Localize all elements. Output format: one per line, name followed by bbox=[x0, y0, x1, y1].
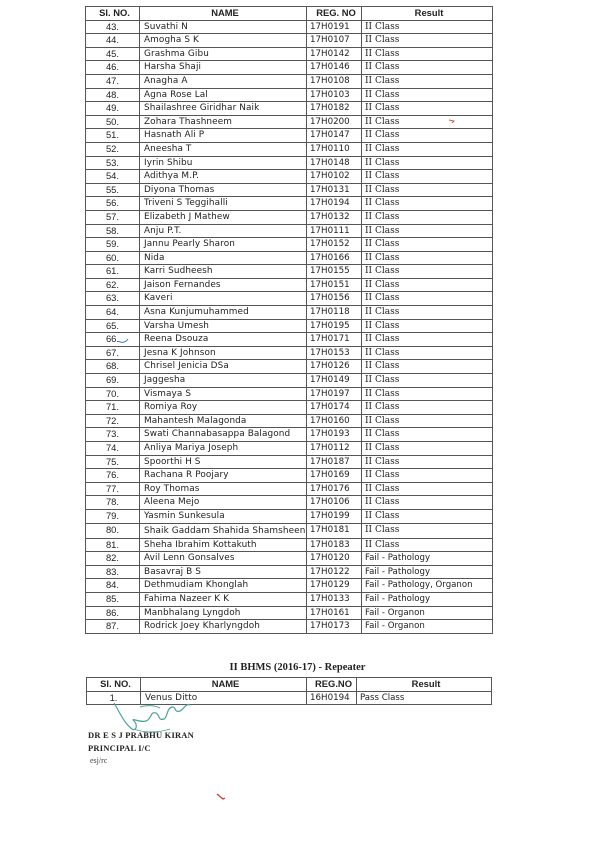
result-cell: II Class bbox=[362, 374, 493, 388]
results-table-row bbox=[86, 482, 493, 496]
sl-no-cell: 84. bbox=[86, 579, 140, 593]
header-reg-no: REG. NO bbox=[307, 7, 362, 21]
sl-no-cell: 77. bbox=[86, 482, 140, 496]
sl-no-cell: 70. bbox=[86, 387, 140, 401]
result-cell: Fail - Pathology bbox=[362, 552, 493, 566]
sl-no-cell: 51. bbox=[86, 129, 140, 143]
result-cell: II Class bbox=[362, 333, 493, 347]
results-table-row bbox=[86, 523, 493, 538]
results-table-row bbox=[86, 238, 493, 252]
result-cell: II Class bbox=[362, 102, 493, 116]
sl-no-cell: 74. bbox=[86, 442, 140, 456]
results-table bbox=[85, 6, 493, 634]
results-table-row bbox=[86, 428, 493, 442]
reg-no-cell: 17H0131 bbox=[307, 183, 362, 197]
reference-initials: esj/rc bbox=[90, 756, 108, 765]
sl-no-cell: 80. bbox=[86, 523, 140, 538]
results-table-row bbox=[86, 129, 493, 143]
result-cell: II Class bbox=[362, 428, 493, 442]
result-cell: II Class bbox=[362, 278, 493, 292]
reg-no-cell: 17H0132 bbox=[307, 210, 362, 224]
results-table-row bbox=[86, 538, 493, 552]
result-cell: II Class bbox=[362, 414, 493, 428]
result-cell: II Class bbox=[362, 34, 493, 48]
sl-no-cell: 53. bbox=[86, 156, 140, 170]
name-cell: Triveni S Teggihalli bbox=[140, 197, 307, 211]
reg-no-cell: 17H0111 bbox=[307, 224, 362, 238]
results-table-row bbox=[86, 102, 493, 116]
result-cell: II Class bbox=[362, 455, 493, 469]
results-table-row bbox=[86, 34, 493, 48]
reg-no-cell: 17H0161 bbox=[307, 606, 362, 620]
sl-no-cell: 79. bbox=[86, 509, 140, 523]
name-cell: Vismaya S bbox=[140, 387, 307, 401]
sl-no-cell: 49. bbox=[86, 102, 140, 116]
result-cell: Fail - Organon bbox=[362, 620, 493, 634]
name-cell: Anju P.T. bbox=[140, 224, 307, 238]
reg-no-cell: 17H0155 bbox=[307, 265, 362, 279]
repeater-header-result: Result bbox=[357, 678, 492, 692]
repeater-header-name: NAME bbox=[141, 678, 307, 692]
name-cell: Jesna K Johnson bbox=[140, 346, 307, 360]
results-table-row bbox=[86, 61, 493, 75]
signatory-name: DR E S J PRABHU KIRAN bbox=[88, 730, 194, 740]
reg-no-cell: 17H0152 bbox=[307, 238, 362, 252]
result-cell: II Class bbox=[362, 129, 493, 143]
result-cell: II Class bbox=[362, 265, 493, 279]
name-cell: Karri Sudheesh bbox=[140, 265, 307, 279]
reg-no-cell: 17H0148 bbox=[307, 156, 362, 170]
sl-no-cell: 58. bbox=[86, 224, 140, 238]
name-cell: Asna Kunjumuhammed bbox=[140, 306, 307, 320]
results-table-row bbox=[86, 265, 493, 279]
repeater-table-header-row bbox=[87, 678, 492, 692]
name-cell: Agna Rose Lal bbox=[140, 88, 307, 102]
name-cell: Reena Dsouza bbox=[140, 333, 307, 347]
sl-no-cell: 78. bbox=[86, 496, 140, 510]
sl-no-cell: 68. bbox=[86, 360, 140, 374]
name-cell: Varsha Umesh bbox=[140, 319, 307, 333]
reg-no-cell: 16H0194 bbox=[307, 691, 357, 705]
name-cell: Chrisel Jenicia DSa bbox=[140, 360, 307, 374]
sl-no-cell: 47. bbox=[86, 74, 140, 88]
sl-no-cell: 60. bbox=[86, 251, 140, 265]
result-cell: II Class bbox=[362, 387, 493, 401]
reg-no-cell: 17H0197 bbox=[307, 387, 362, 401]
result-cell: II Class bbox=[362, 238, 493, 252]
results-table-row bbox=[86, 142, 493, 156]
results-table-row bbox=[86, 552, 493, 566]
name-cell: Shaik Gaddam Shahida Shamsheen bbox=[140, 523, 307, 538]
results-table-row bbox=[86, 509, 493, 523]
results-table-row bbox=[86, 401, 493, 415]
result-cell: II Class bbox=[362, 197, 493, 211]
results-table-row bbox=[86, 442, 493, 456]
reg-no-cell: 17H0200 bbox=[307, 115, 362, 129]
results-table-row bbox=[86, 224, 493, 238]
result-cell: II Class bbox=[362, 74, 493, 88]
reg-no-cell: 17H0166 bbox=[307, 251, 362, 265]
results-table-row bbox=[86, 74, 493, 88]
name-cell: Zohara Thashneem bbox=[140, 115, 307, 129]
name-cell: Manbhalang Lyngdoh bbox=[140, 606, 307, 620]
reg-no-cell: 17H0193 bbox=[307, 428, 362, 442]
sl-no-cell: 69. bbox=[86, 374, 140, 388]
name-cell: Aneesha T bbox=[140, 142, 307, 156]
sl-no-cell: 63. bbox=[86, 292, 140, 306]
results-table-row bbox=[86, 183, 493, 197]
result-cell: II Class bbox=[362, 156, 493, 170]
result-cell: II Class bbox=[362, 469, 493, 483]
ink-mark bbox=[448, 118, 456, 124]
results-table-row bbox=[86, 346, 493, 360]
result-cell: II Class bbox=[362, 306, 493, 320]
name-cell: Basavraj B S bbox=[140, 565, 307, 579]
sl-no-cell: 86. bbox=[86, 606, 140, 620]
result-cell: Fail - Pathology bbox=[362, 592, 493, 606]
reg-no-cell: 17H0106 bbox=[307, 496, 362, 510]
sl-no-cell: 1. bbox=[87, 691, 141, 705]
results-table-header-row bbox=[86, 7, 493, 21]
sl-no-cell: 73. bbox=[86, 428, 140, 442]
result-cell: II Class bbox=[362, 319, 493, 333]
sl-no-cell: 56. bbox=[86, 197, 140, 211]
result-cell: II Class bbox=[362, 523, 493, 538]
results-table-row bbox=[86, 374, 493, 388]
results-table-row bbox=[86, 360, 493, 374]
name-cell: Suvathi N bbox=[140, 20, 307, 34]
name-cell: Avil Lenn Gonsalves bbox=[140, 552, 307, 566]
sl-no-cell: 61. bbox=[86, 265, 140, 279]
results-table-row bbox=[86, 170, 493, 184]
results-table-row bbox=[86, 455, 493, 469]
results-table-row bbox=[86, 20, 493, 34]
sl-no-cell: 45. bbox=[86, 47, 140, 61]
result-cell: II Class bbox=[362, 496, 493, 510]
name-cell: Nida bbox=[140, 251, 307, 265]
result-cell: II Class bbox=[362, 251, 493, 265]
result-cell: II Class bbox=[362, 346, 493, 360]
result-cell: II Class bbox=[362, 509, 493, 523]
reg-no-cell: 17H0191 bbox=[307, 20, 362, 34]
results-table-row bbox=[86, 496, 493, 510]
sl-no-cell: 62. bbox=[86, 278, 140, 292]
reg-no-cell: 17H0194 bbox=[307, 197, 362, 211]
result-cell: II Class bbox=[362, 61, 493, 75]
sl-no-cell: 85. bbox=[86, 592, 140, 606]
results-table-row bbox=[86, 606, 493, 620]
results-table-row bbox=[86, 565, 493, 579]
result-cell: II Class bbox=[362, 292, 493, 306]
results-table-row bbox=[86, 292, 493, 306]
name-cell: Grashma Gibu bbox=[140, 47, 307, 61]
result-cell: II Class bbox=[362, 401, 493, 415]
sl-no-cell: 43. bbox=[86, 20, 140, 34]
reg-no-cell: 17H0199 bbox=[307, 509, 362, 523]
sl-no-cell: 55. bbox=[86, 183, 140, 197]
sl-no-cell: 81. bbox=[86, 538, 140, 552]
reg-no-cell: 17H0102 bbox=[307, 170, 362, 184]
sl-no-cell: 48. bbox=[86, 88, 140, 102]
name-cell: Shailashree Giridhar Naik bbox=[140, 102, 307, 116]
header-sl-no: Sl. NO. bbox=[86, 7, 140, 21]
result-cell: II Class bbox=[362, 142, 493, 156]
reg-no-cell: 17H0182 bbox=[307, 102, 362, 116]
reg-no-cell: 17H0103 bbox=[307, 88, 362, 102]
results-table-row bbox=[86, 579, 493, 593]
reg-no-cell: 17H0174 bbox=[307, 401, 362, 415]
results-table-row bbox=[86, 115, 493, 129]
sl-no-cell: 54. bbox=[86, 170, 140, 184]
sl-no-cell: 52. bbox=[86, 142, 140, 156]
results-table-row bbox=[86, 88, 493, 102]
reg-no-cell: 17H0118 bbox=[307, 306, 362, 320]
result-cell: II Class bbox=[362, 170, 493, 184]
name-cell: Elizabeth J Mathew bbox=[140, 210, 307, 224]
signatory-title: PRINCIPAL I/C bbox=[88, 743, 151, 753]
results-table-row bbox=[86, 592, 493, 606]
result-cell: Fail - Pathology, Organon bbox=[362, 579, 493, 593]
name-cell: Dethmudiam Khonglah bbox=[140, 579, 307, 593]
name-cell: Jannu Pearly Sharon bbox=[140, 238, 307, 252]
result-cell: II Class bbox=[362, 20, 493, 34]
results-table-row bbox=[86, 278, 493, 292]
sl-no-cell: 59. bbox=[86, 238, 140, 252]
result-cell: II Class bbox=[362, 360, 493, 374]
reg-no-cell: 17H0142 bbox=[307, 47, 362, 61]
name-cell: Iyrin Shibu bbox=[140, 156, 307, 170]
reg-no-cell: 17H0133 bbox=[307, 592, 362, 606]
reg-no-cell: 17H0183 bbox=[307, 538, 362, 552]
results-table-row bbox=[86, 197, 493, 211]
name-cell: Hasnath Ali P bbox=[140, 129, 307, 143]
results-table-row bbox=[86, 469, 493, 483]
reg-no-cell: 17H0146 bbox=[307, 61, 362, 75]
ink-mark bbox=[117, 336, 129, 344]
reg-no-cell: 17H0176 bbox=[307, 482, 362, 496]
sl-no-cell: 65. bbox=[86, 319, 140, 333]
reg-no-cell: 17H0108 bbox=[307, 74, 362, 88]
reg-no-cell: 17H0171 bbox=[307, 333, 362, 347]
name-cell: Diyona Thomas bbox=[140, 183, 307, 197]
results-table-row bbox=[86, 319, 493, 333]
reg-no-cell: 17H0107 bbox=[307, 34, 362, 48]
reg-no-cell: 17H0187 bbox=[307, 455, 362, 469]
reg-no-cell: 17H0195 bbox=[307, 319, 362, 333]
results-table-body bbox=[86, 20, 493, 633]
result-cell: II Class bbox=[362, 482, 493, 496]
name-cell: Anliya Mariya Joseph bbox=[140, 442, 307, 456]
name-cell: Sheha Ibrahim Kottakuth bbox=[140, 538, 307, 552]
name-cell: Aleena Mejo bbox=[140, 496, 307, 510]
reg-no-cell: 17H0122 bbox=[307, 565, 362, 579]
reg-no-cell: 17H0129 bbox=[307, 579, 362, 593]
name-cell: Roy Thomas bbox=[140, 482, 307, 496]
name-cell: Kaveri bbox=[140, 292, 307, 306]
reg-no-cell: 17H0151 bbox=[307, 278, 362, 292]
reg-no-cell: 17H0153 bbox=[307, 346, 362, 360]
reg-no-cell: 17H0156 bbox=[307, 292, 362, 306]
result-cell: II Class bbox=[362, 224, 493, 238]
results-table-row bbox=[86, 333, 493, 347]
sl-no-cell: 44. bbox=[86, 34, 140, 48]
result-cell: II Class bbox=[362, 210, 493, 224]
repeater-header-reg-no: REG.NO bbox=[307, 678, 357, 692]
sl-no-cell: 67. bbox=[86, 346, 140, 360]
sl-no-cell: 83. bbox=[86, 565, 140, 579]
name-cell: Harsha Shaji bbox=[140, 61, 307, 75]
name-cell: Jaison Fernandes bbox=[140, 278, 307, 292]
result-cell: II Class bbox=[362, 115, 493, 129]
sl-no-cell: 57. bbox=[86, 210, 140, 224]
result-cell: II Class bbox=[362, 442, 493, 456]
result-cell: II Class bbox=[362, 88, 493, 102]
name-cell: Romiya Roy bbox=[140, 401, 307, 415]
name-cell: Swati Channabasappa Balagond bbox=[140, 428, 307, 442]
sl-no-cell: 72. bbox=[86, 414, 140, 428]
reg-no-cell: 17H0169 bbox=[307, 469, 362, 483]
name-cell: Adithya M.P. bbox=[140, 170, 307, 184]
sl-no-cell: 64. bbox=[86, 306, 140, 320]
header-result: Result bbox=[362, 7, 493, 21]
sl-no-cell: 66. bbox=[86, 333, 140, 347]
name-cell: Anagha A bbox=[140, 74, 307, 88]
name-cell: Rodrick Joey Kharlyngdoh bbox=[140, 620, 307, 634]
sl-no-cell: 46. bbox=[86, 61, 140, 75]
reg-no-cell: 17H0181 bbox=[307, 523, 362, 538]
sl-no-cell: 71. bbox=[86, 401, 140, 415]
sl-no-cell: 76. bbox=[86, 469, 140, 483]
result-cell: Fail - Organon bbox=[362, 606, 493, 620]
reg-no-cell: 17H0149 bbox=[307, 374, 362, 388]
results-table-row bbox=[86, 210, 493, 224]
name-cell: Yasmin Sunkesula bbox=[140, 509, 307, 523]
reg-no-cell: 17H0173 bbox=[307, 620, 362, 634]
header-name: NAME bbox=[140, 7, 307, 21]
result-cell: Pass Class bbox=[357, 691, 492, 705]
result-cell: Fail - Pathology bbox=[362, 565, 493, 579]
ink-mark bbox=[216, 793, 226, 801]
name-cell: Mahantesh Malagonda bbox=[140, 414, 307, 428]
name-cell: Amogha S K bbox=[140, 34, 307, 48]
repeater-section-title: II BHMS (2016-17) - Repeater bbox=[229, 662, 366, 673]
reg-no-cell: 17H0110 bbox=[307, 142, 362, 156]
reg-no-cell: 17H0120 bbox=[307, 552, 362, 566]
results-table-row bbox=[86, 156, 493, 170]
repeater-header-sl-no: Sl. NO. bbox=[87, 678, 141, 692]
result-cell: II Class bbox=[362, 538, 493, 552]
name-cell: Fahima Nazeer K K bbox=[140, 592, 307, 606]
name-cell: Rachana R Poojary bbox=[140, 469, 307, 483]
result-cell: II Class bbox=[362, 183, 493, 197]
reg-no-cell: 17H0126 bbox=[307, 360, 362, 374]
reg-no-cell: 17H0112 bbox=[307, 442, 362, 456]
results-table-row bbox=[86, 620, 493, 634]
result-cell: II Class bbox=[362, 47, 493, 61]
results-table-row bbox=[86, 47, 493, 61]
reg-no-cell: 17H0147 bbox=[307, 129, 362, 143]
results-table-row bbox=[86, 387, 493, 401]
sl-no-cell: 87. bbox=[86, 620, 140, 634]
results-table-row bbox=[86, 306, 493, 320]
name-cell: Jaggesha bbox=[140, 374, 307, 388]
name-cell: Venus Ditto bbox=[141, 691, 307, 705]
sl-no-cell: 50. bbox=[86, 115, 140, 129]
sl-no-cell: 75. bbox=[86, 455, 140, 469]
name-cell: Spoorthi H S bbox=[140, 455, 307, 469]
sl-no-cell: 82. bbox=[86, 552, 140, 566]
results-table-row bbox=[86, 414, 493, 428]
reg-no-cell: 17H0160 bbox=[307, 414, 362, 428]
results-table-row bbox=[86, 251, 493, 265]
